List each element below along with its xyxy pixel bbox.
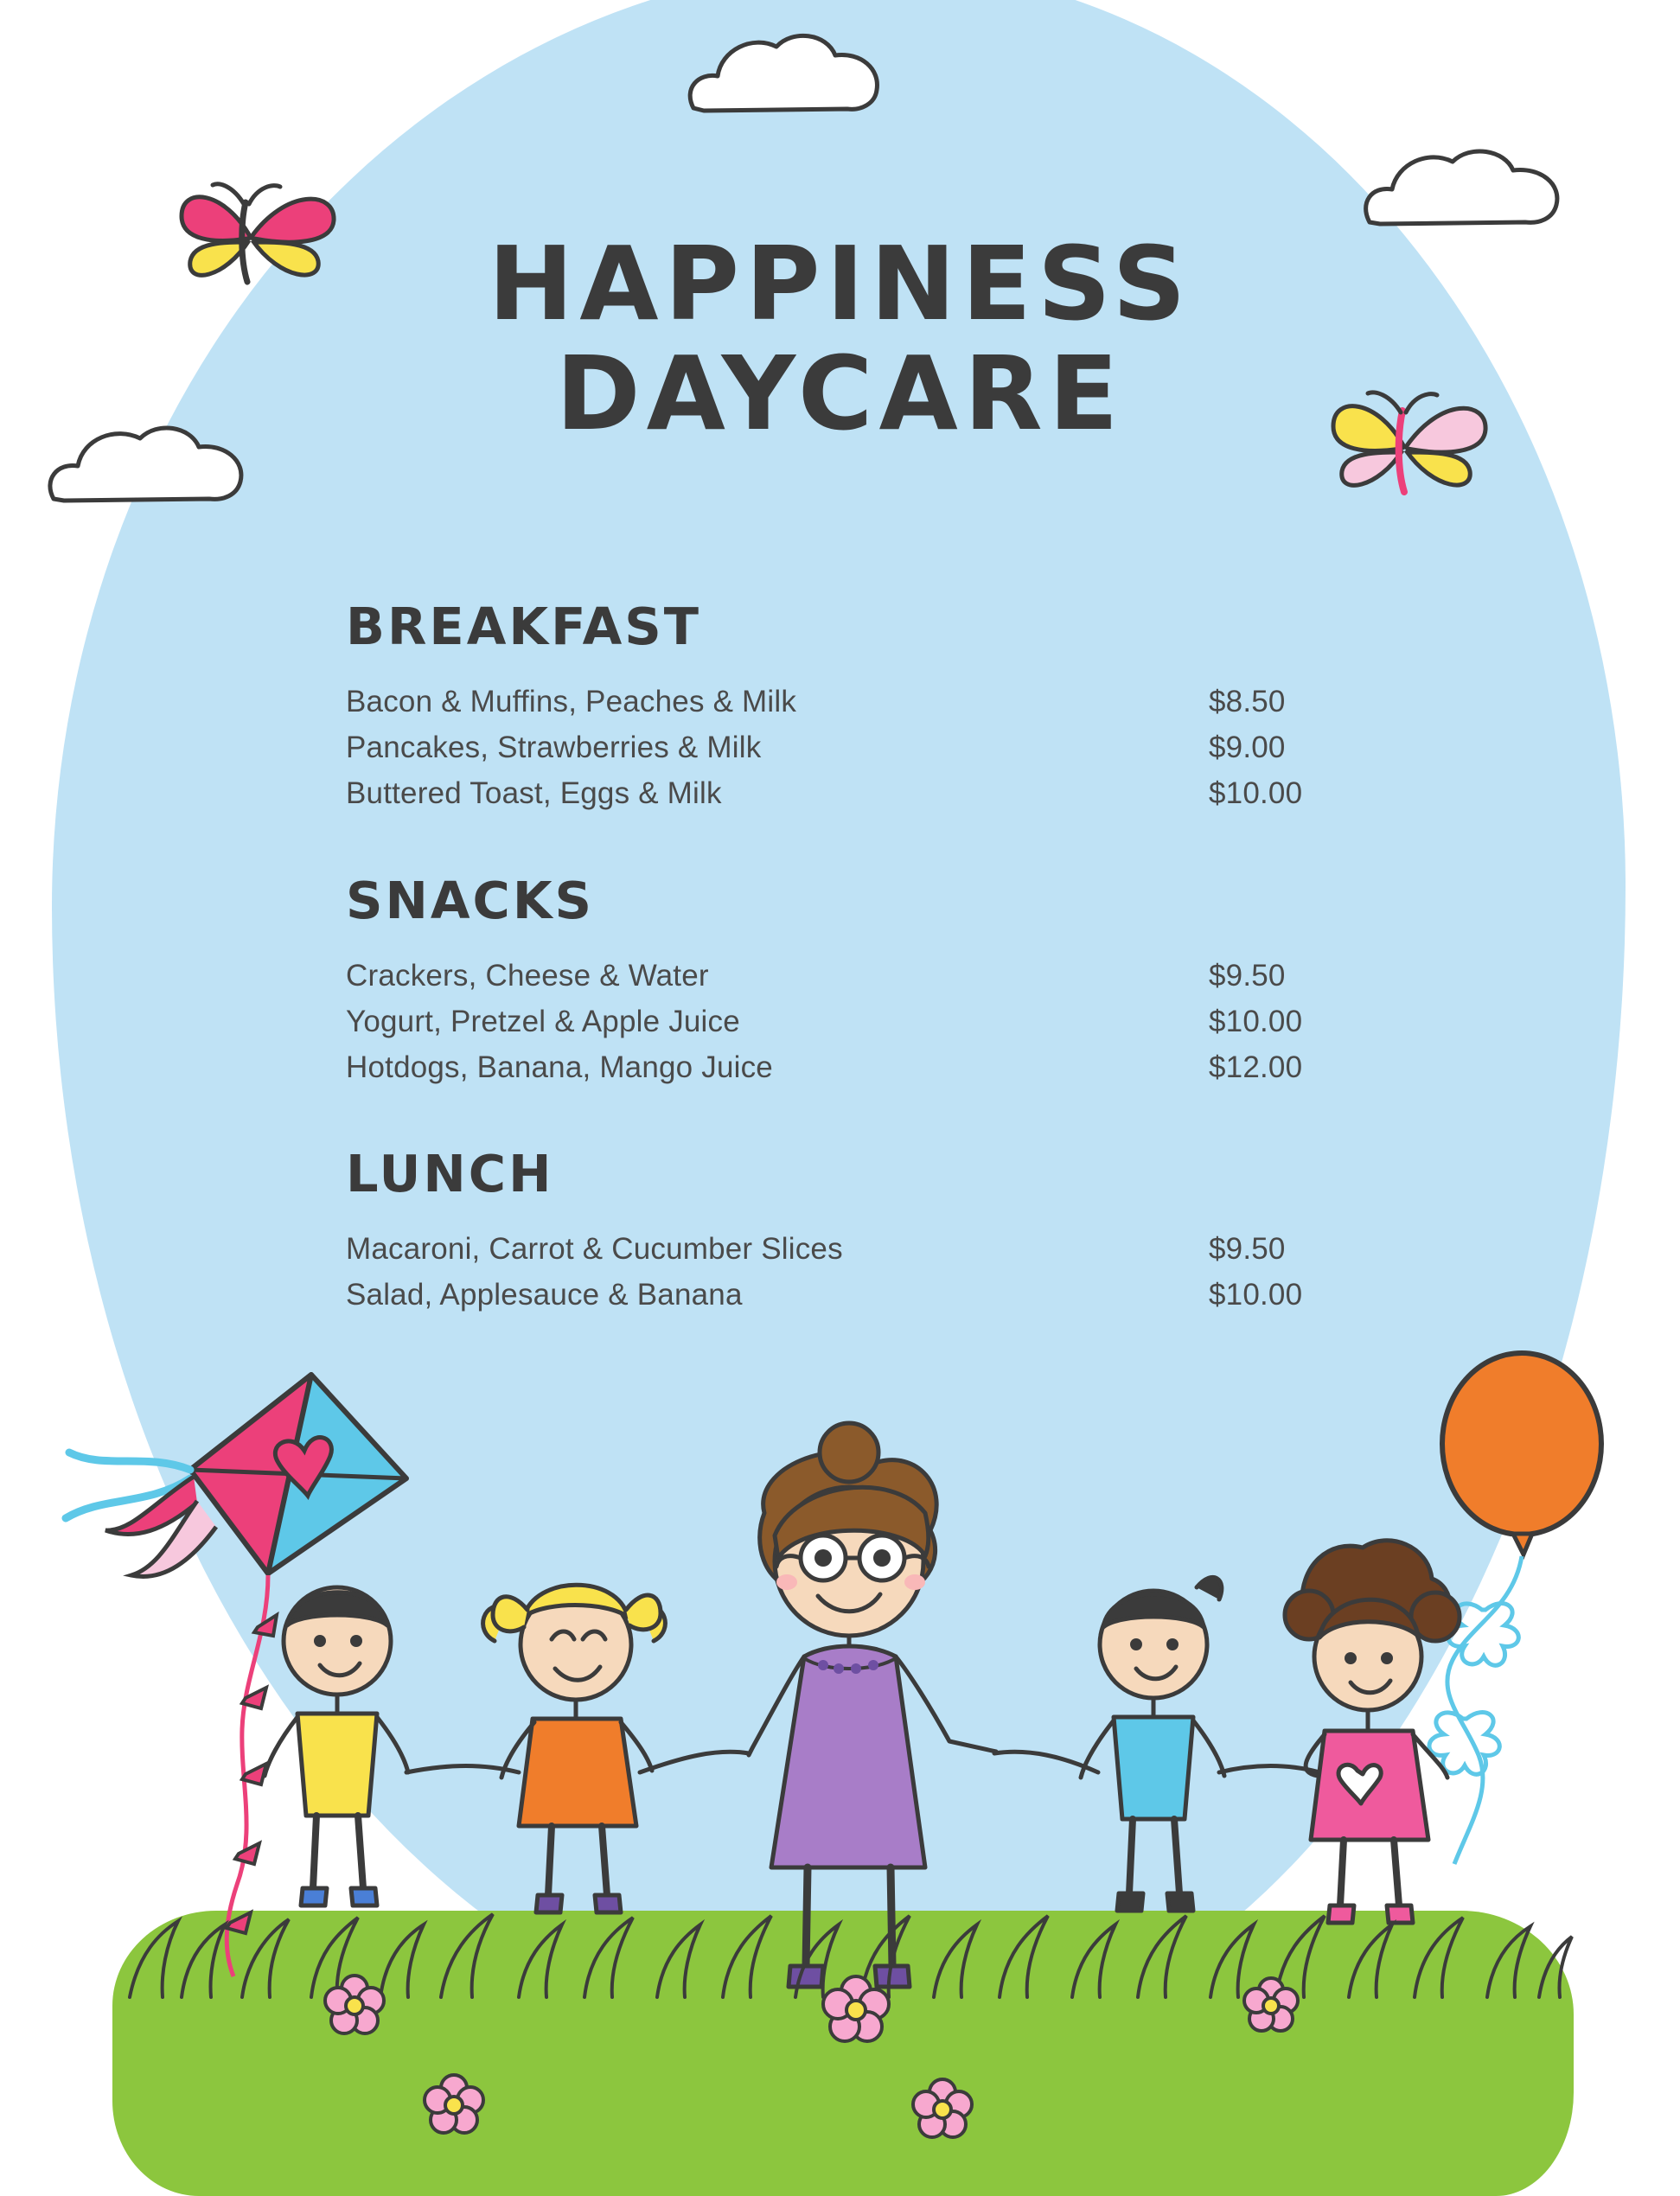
menu-item-price: $9.50 xyxy=(1209,1232,1286,1267)
title-line-1: HAPPINESS xyxy=(488,224,1192,343)
flower-icon xyxy=(1244,1978,1298,2031)
menu-item-name: Bacon & Muffins, Peaches & Milk xyxy=(346,685,797,718)
menu-item-price: $9.50 xyxy=(1209,958,1286,993)
menu-item-name: Yogurt, Pretzel & Apple Juice xyxy=(346,1004,740,1038)
menu-item-price: $8.50 xyxy=(1209,685,1286,718)
menu-item xyxy=(346,953,1366,999)
menu-item-price: $10.00 xyxy=(1209,1278,1303,1312)
menu-item-name: Salad, Applesauce & Banana xyxy=(346,1278,743,1312)
section-heading: SNACKS xyxy=(346,870,595,930)
menu-item-name: Hotdogs, Banana, Mango Juice xyxy=(346,1050,773,1084)
section-heading: LUNCH xyxy=(346,1144,554,1204)
menu-item-price: $9.00 xyxy=(1209,731,1286,765)
menu-item xyxy=(346,1272,1366,1318)
cloud-icon xyxy=(1357,143,1574,238)
menu-item xyxy=(346,679,1366,725)
menu-item xyxy=(346,1226,1366,1272)
butterfly-icon xyxy=(1314,376,1496,523)
title-line-2: DAYCARE xyxy=(555,334,1125,454)
menu-item xyxy=(346,1044,1366,1090)
menu-list xyxy=(346,597,1366,1318)
cloud-icon xyxy=(43,419,251,514)
flower-icon xyxy=(913,2079,972,2137)
menu-item xyxy=(346,725,1366,770)
menu-item-price: $10.00 xyxy=(1209,1004,1303,1038)
menu-item-name: Macaroni, Carrot & Cucumber Slices xyxy=(346,1232,843,1267)
menu-item-price: $10.00 xyxy=(1209,776,1303,811)
flower-icon xyxy=(823,1976,889,2041)
flower-icon xyxy=(425,2075,483,2133)
menu-item-price: $12.00 xyxy=(1209,1050,1303,1084)
menu-section-breakfast xyxy=(346,597,1366,817)
flower-group xyxy=(303,1980,1418,2144)
menu-item xyxy=(346,770,1366,816)
menu-item-name: Crackers, Cheese & Water xyxy=(346,958,709,993)
section-heading: BREAKFAST xyxy=(346,597,702,656)
menu-section-lunch xyxy=(346,1144,1366,1318)
menu-item xyxy=(346,999,1366,1044)
cloud-icon xyxy=(683,26,891,121)
flower-icon xyxy=(325,1976,384,2033)
butterfly-icon xyxy=(164,164,346,311)
menu-item-name: Pancakes, Strawberries & Milk xyxy=(346,731,762,765)
menu-item-name: Buttered Toast, Eggs & Milk xyxy=(346,776,722,811)
menu-section-snacks xyxy=(346,871,1366,1091)
